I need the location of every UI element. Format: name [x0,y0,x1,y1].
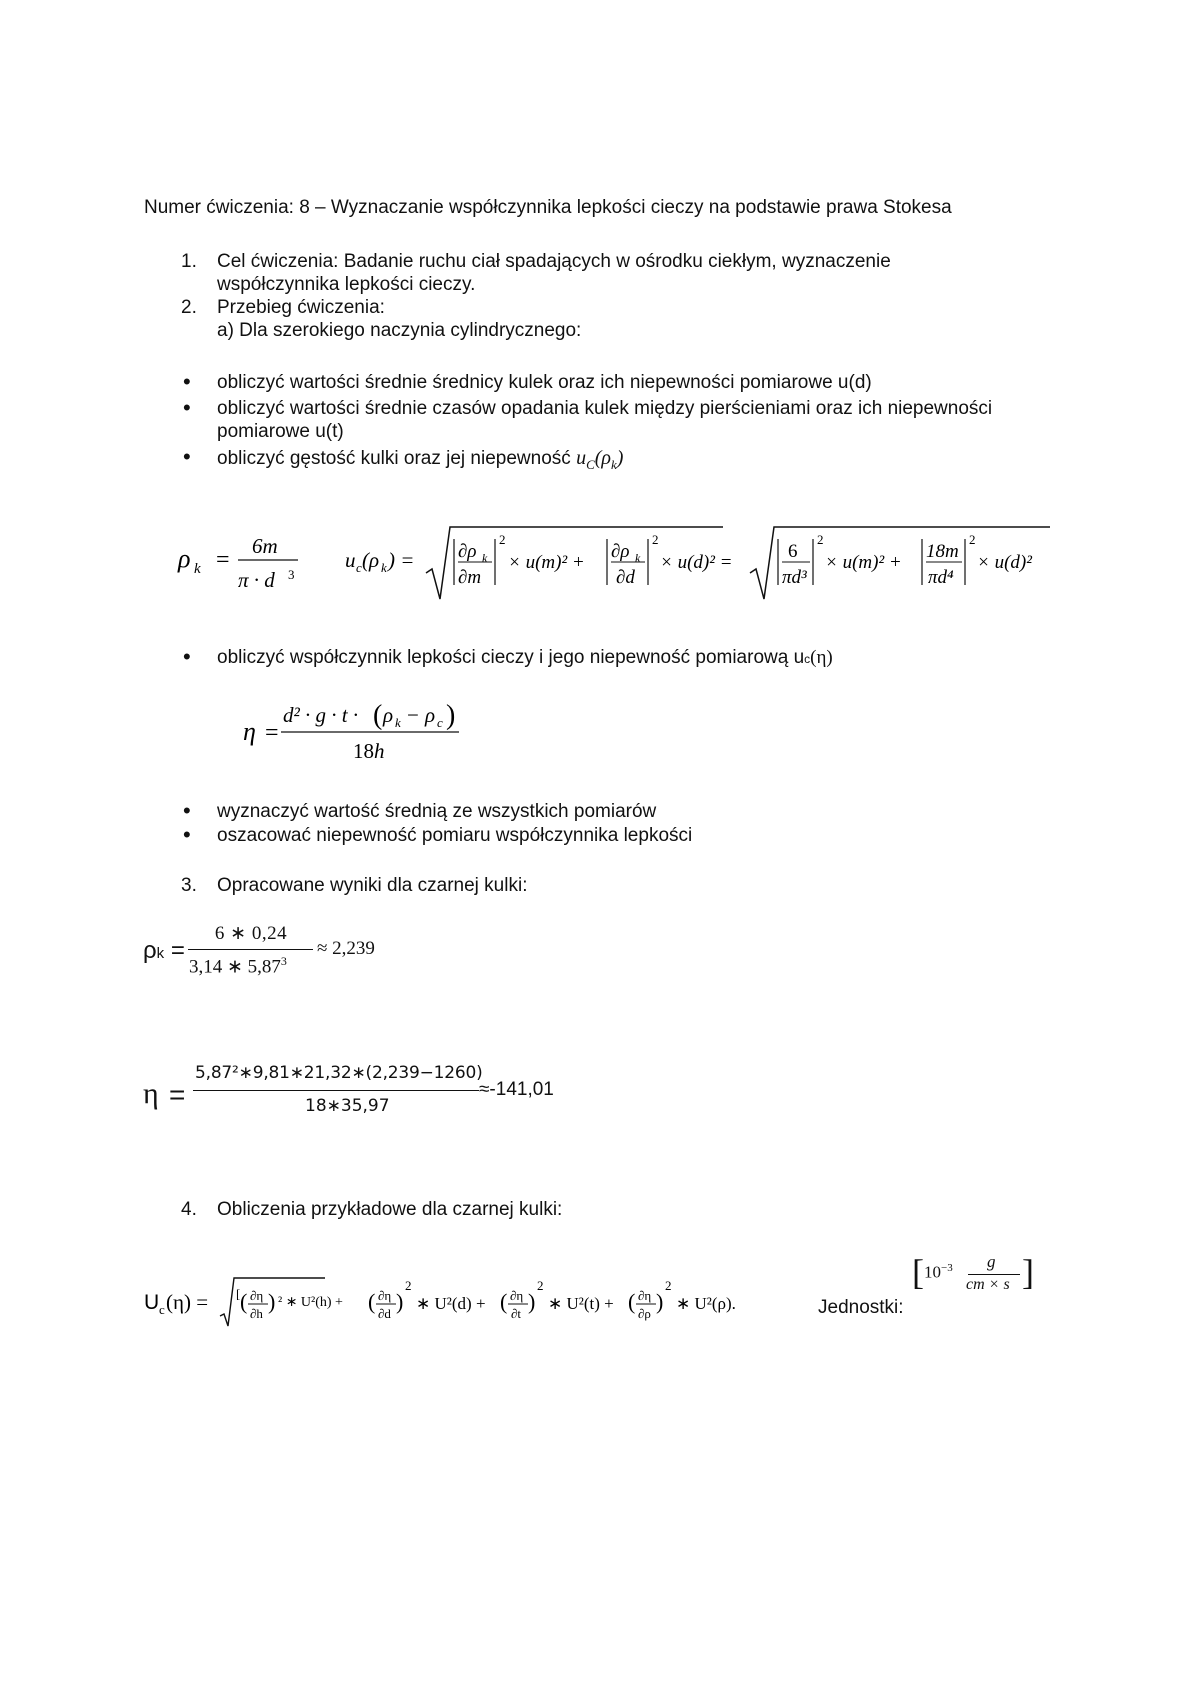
svg-text:[: [ [236,1286,241,1301]
eta-denominator: 18∗35,97 [305,1096,390,1116]
svg-text:π · d: π · d [238,568,275,592]
units-label: Jednostki: [818,1297,904,1318]
svg-text:∂ρ: ∂ρ [638,1306,651,1321]
section-2-number: 2. [181,297,197,318]
section-3-text: Opracowane wyniki dla czarnej kulki: [217,875,528,896]
eta-symbol: η [143,1077,159,1110]
svg-text:∗ U²(ρ).: ∗ U²(ρ). [676,1294,736,1313]
svg-text:2: 2 [817,532,824,547]
svg-text:18h: 18h [353,739,385,763]
section-4-text: Obliczenia przykładowe dla czarnej kulki: [217,1199,563,1220]
rho-result: ≈ 2,239 [317,938,375,959]
svg-text:∂ρ: ∂ρ [458,541,477,562]
section-2-subtext: a) Dla szerokiego naczynia cylindrycznego: [217,320,582,341]
viscosity-formula [235,690,495,770]
exercise-title: Numer ćwiczenia: 8 – Wyznaczanie współczynnika lepkości cieczy na podstawie prawa Stokesa [144,197,952,218]
svg-text:(ρ: (ρ [362,548,380,572]
svg-text:2: 2 [405,1278,412,1293]
svg-text:2: 2 [499,532,506,547]
svg-text:² ∗ U²(h) +: ² ∗ U²(h) + [278,1295,343,1310]
rho-denominator: 3,14 ∗ 5,87$^3$ [189,954,287,978]
svg-text:18m: 18m [926,541,959,562]
rho-calculation [143,922,403,982]
svg-text:u: u [345,548,356,572]
svg-text:× u(d)² =: × u(d)² = [660,552,733,573]
svg-text:ρ: ρ [178,544,191,573]
svg-text:∂d: ∂d [616,567,635,588]
rho-numerator: 6 ∗ 0,24 [214,923,288,944]
bullet-item: obliczyć współczynnik lepkości cieczy i jego niepewność pomiarową uc(η) [217,647,833,668]
eta-numerator: 5,87²∗9,81∗21,32∗(2,239−1260) [195,1063,483,1083]
svg-text:c: c [159,1302,165,1317]
uc-rho-formula [345,527,1050,599]
section-1-text: Cel ćwiczenia: Badanie ruchu ciał spadających w ośrodku ciekłym, wyznaczenie [217,251,891,272]
eta-calculation [143,1063,593,1125]
svg-text:c: c [356,560,362,575]
svg-text:): ) [528,1289,536,1314]
svg-text:): ) [268,1289,276,1314]
svg-text:πd³: πd³ [782,567,807,588]
svg-text:k: k [194,561,201,577]
section-3-number: 3. [181,875,197,896]
svg-text:): ) [656,1289,664,1314]
svg-text:∂η: ∂η [510,1288,524,1303]
svg-text:2: 2 [665,1278,672,1293]
svg-text:(: ( [240,1289,248,1314]
uncertainty-formula [140,1258,790,1338]
svg-text:πd⁴: πd⁴ [928,567,954,588]
bullet-dot: • [183,644,191,669]
svg-text:2: 2 [969,532,976,547]
svg-text:(: ( [368,1289,376,1314]
svg-text:): ) [446,700,456,731]
svg-text:(η) =: (η) = [166,1290,209,1314]
bullet-item-cont: pomiarowe u(t) [217,421,344,442]
svg-text:∂d: ∂d [378,1306,391,1321]
svg-text:U: U [144,1291,160,1314]
bullet-text: obliczyć gęstość kulki oraz jej niepewność [217,448,571,469]
svg-text:∂ρ: ∂ρ [611,541,630,562]
svg-text:k: k [635,551,641,565]
svg-text:∂t: ∂t [511,1306,522,1321]
svg-text:(: ( [500,1289,508,1314]
svg-text:6: 6 [788,541,798,562]
svg-text:∂h: ∂h [250,1306,263,1321]
bullet-item: wyznaczyć wartość średnią ze wszystkich pomiarów [217,801,657,822]
density-formulas [170,515,1060,605]
bullet-dot: • [183,395,191,420]
svg-text:k: k [395,715,401,730]
svg-text:∂η: ∂η [378,1288,392,1303]
bullet-item: obliczyć wartości średnie średnicy kulek oraz ich niepewności pomiarowe u(d) [217,372,872,393]
bullet-dot: • [183,798,191,823]
svg-text:2: 2 [652,532,659,547]
svg-text:∂η: ∂η [250,1288,264,1303]
rho-k-symbol: ρk = [143,937,185,964]
svg-text:∗ U²(d) +: ∗ U²(d) + [416,1294,486,1313]
uc-rho-symbol: $u_C(\rho_k)$ [576,447,624,472]
bullet-item [217,446,623,477]
svg-text:∂m: ∂m [458,567,482,588]
bullet-item: oszacować niepewność pomiaru współczynnika lepkości [217,825,693,846]
section-4-number: 4. [181,1199,197,1220]
svg-text:k: k [482,551,488,565]
svg-text:=: = [216,547,230,573]
svg-text:ρ: ρ [425,703,436,727]
svg-text:−: − [407,703,419,727]
svg-text:d² · g · t ·: d² · g · t · [283,703,359,727]
section-2-text: Przebieg ćwiczenia: [217,297,385,318]
svg-text:=: = [265,720,279,746]
svg-text:) =: ) = [388,548,415,572]
bullet-dot: • [183,822,191,847]
section-1-number: 1. [181,251,197,272]
svg-text:(: ( [373,700,383,731]
bullet-text: obliczyć współczynnik lepkości cieczy i jego niepewność pomiarową u [217,647,805,668]
eta-result: ≈-141,01 [479,1079,554,1100]
units-value: [ $10^{-3}$ g cm × s ] [912,1252,1034,1293]
fraction-bar [193,1090,479,1091]
svg-text:c: c [437,715,443,730]
bullet-item: obliczyć wartości średnie czasów opadania kulek między pierścieniami oraz ich niepewności [217,398,993,419]
rho-k-formula [177,534,298,592]
svg-text:∗ U²(t) +: ∗ U²(t) + [548,1294,614,1313]
svg-text:∂η: ∂η [638,1288,652,1303]
svg-text:2: 2 [537,1278,544,1293]
bullet-dot: • [183,444,191,469]
section-1-text-cont: współczynnika lepkości cieczy. [217,274,476,295]
svg-text:× u(m)² +: × u(m)² + [508,552,585,573]
svg-text:): ) [396,1289,404,1314]
svg-text:3: 3 [288,567,295,582]
svg-text:η: η [243,717,256,746]
svg-text:× u(m)² +: × u(m)² + [825,552,902,573]
svg-text:6m: 6m [252,534,278,558]
svg-text:ρ: ρ [383,703,394,727]
fraction-bar [188,949,313,950]
bullet-dot: • [183,369,191,394]
equals-sign: = [169,1079,186,1110]
svg-text:(: ( [628,1289,636,1314]
svg-text:k: k [381,560,387,575]
svg-text:× u(d)²: × u(d)² [977,552,1032,573]
